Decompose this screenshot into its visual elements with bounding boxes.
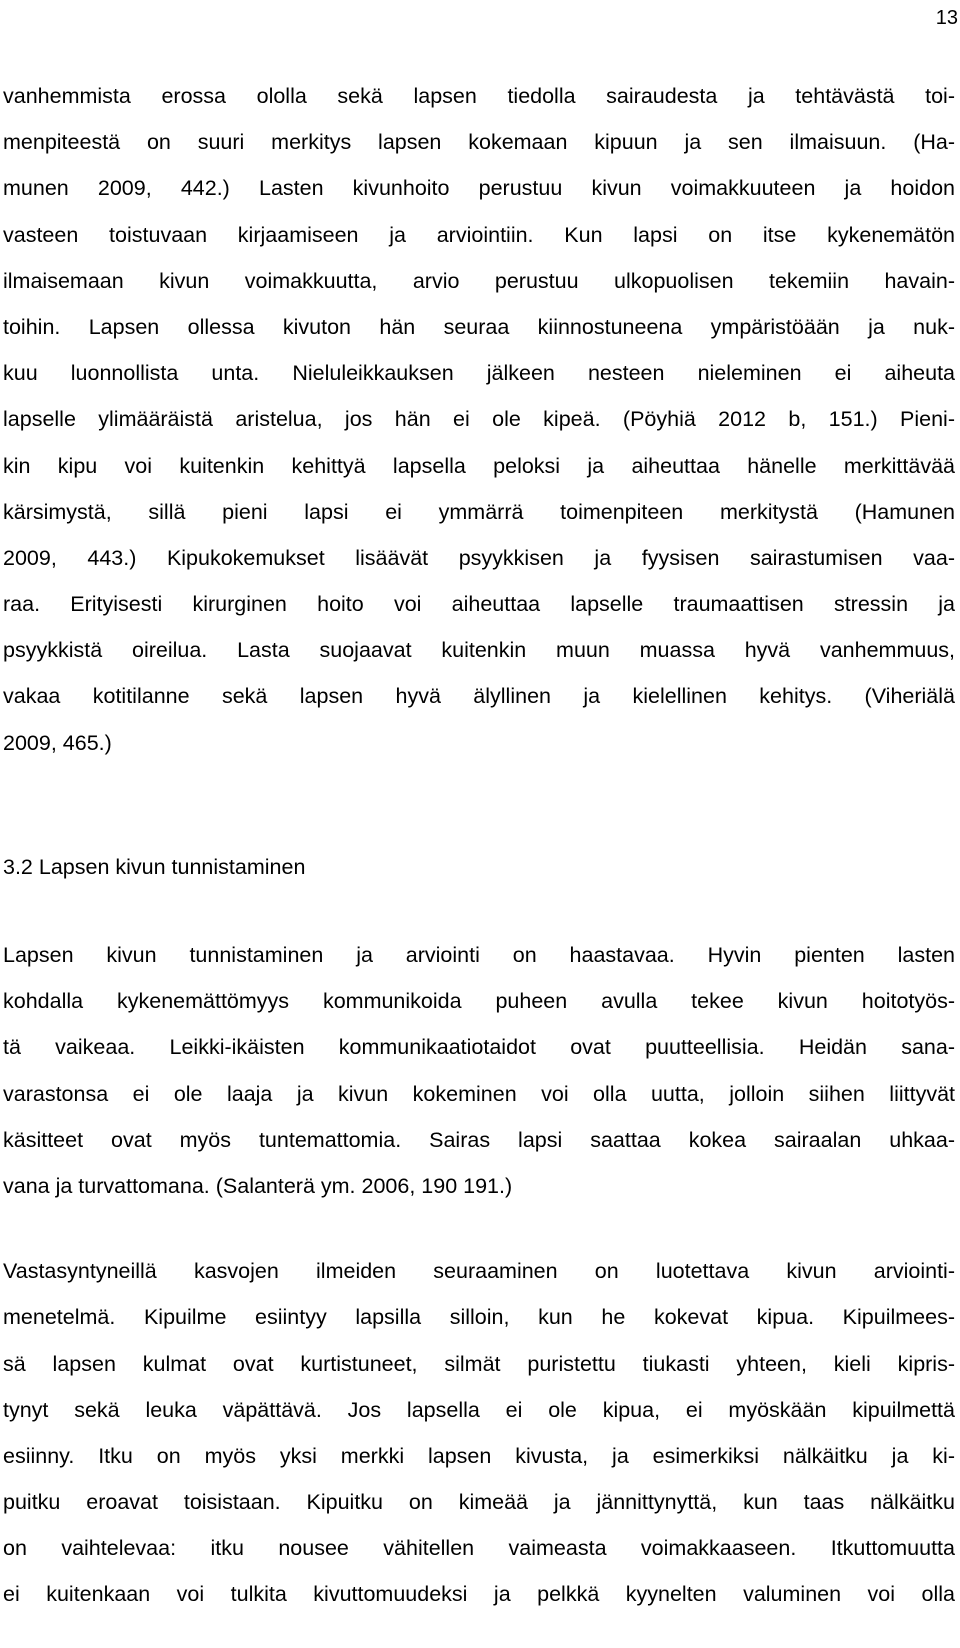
text-line: sä lapsen kulmat ovat kurtistuneet, silmät puristettu tiukasti yhteen, kieli kipris- — [3, 1351, 955, 1376]
text-line: ei kuitenkaan voi tulkita kivuttomuudeksi ja pelkkä kyynelten valuminen voi olla — [3, 1582, 955, 1607]
text-line: 2009, 465.) — [3, 730, 112, 755]
text-line: raa. Erityisesti kirurginen hoito voi aiheuttaa lapselle traumaattisen stressin ja — [3, 592, 955, 617]
paragraph-2 — [3, 932, 955, 1209]
text-line: Vastasyntyneillä kasvojen ilmeiden seuraaminen on luotettava kivun arviointi- — [3, 1259, 955, 1284]
text-line: toihin. Lapsen ollessa kivuton hän seuraa kiinnostuneena ympäristöään ja nuk- — [3, 314, 955, 339]
text-line: Lapsen kivun tunnistaminen ja arviointi on haastavaa. Hyvin pienten lasten — [3, 943, 955, 967]
text-line: menetelmä. Kipuilme esiintyy lapsilla silloin, kun he kokevat kipua. Kipuilmees- — [3, 1305, 955, 1330]
text-line: vana ja turvattomana. (Salanterä ym. 2006, 190 191.) — [3, 1173, 513, 1198]
text-line: psyykkistä oireilua. Lasta suojaavat kuitenkin muun muassa hyvä vanhemmuus, — [3, 638, 955, 663]
text-line: tynyt sekä leuka väpättävä. Jos lapsella ei ole kipua, ei myöskään kipuilmettä — [3, 1397, 955, 1422]
text-line: käsitteet ovat myös tuntemattomia. Sairas lapsi saattaa kokea sairaalan uhkaa- — [3, 1127, 955, 1152]
text-line: kohdalla kykenemättömyys kommunikoida puheen avulla tekee kivun hoitotyös- — [3, 989, 955, 1014]
paragraph-1 — [3, 73, 955, 766]
document-body — [3, 73, 955, 1618]
text-line: on vaihtelevaa: itku nousee vähitellen vaimeasta voimakkaaseen. Itkuttomuutta — [3, 1536, 955, 1561]
text-line: kuu luonnollista unta. Nieluleikkauksen jälkeen nesteen nieleminen ei aiheuta — [3, 361, 955, 386]
text-line: vasteen toistuvaan kirjaamiseen ja arviointiin. Kun lapsi on itse kykenemätön — [3, 222, 955, 247]
text-line: puitku eroavat toisistaan. Kipuitku on kimeää ja jännittynyttä, kun taas nälkäitku — [3, 1490, 955, 1515]
section-heading: 3.2 Lapsen kivun tunnistaminen — [3, 854, 306, 879]
text-line: munen 2009, 442.) Lasten kivunhoito perustuu kivun voimakkuuteen ja hoidon — [3, 176, 955, 201]
text-line: ilmaisemaan kivun voimakkuutta, arvio perustuu ulkopuolisen tekemiin havain- — [3, 268, 955, 293]
text-line: varastonsa ei ole laaja ja kivun kokeminen voi olla uutta, jolloin siihen liittyvät — [3, 1081, 955, 1106]
text-line: vanhemmista erossa ololla sekä lapsen tiedolla sairaudesta ja tehtävästä toi- — [3, 84, 955, 108]
text-line: kärsimystä, sillä pieni lapsi ei ymmärrä toimenpiteen merkitystä (Hamunen — [3, 499, 955, 524]
text-line: vakaa kotitilanne sekä lapsen hyvä älyllinen ja kielellinen kehitys. (Viheriälä — [3, 684, 955, 709]
text-line: menpiteestä on suuri merkitys lapsen kokemaan kipuun ja sen ilmaisuun. (Ha- — [3, 130, 955, 155]
text-line: tä vaikeaa. Leikki-ikäisten kommunikaatiotaidot ovat puutteellisia. Heidän sana- — [3, 1035, 955, 1060]
text-line: 2009, 443.) Kipukokemukset lisäävät psyykkisen ja fyysisen sairastumisen vaa- — [3, 545, 955, 570]
text-line: kin kipu voi kuitenkin kehittyä lapsella peloksi ja aiheuttaa hänelle merkittävää — [3, 453, 955, 478]
paragraph-3 — [3, 1248, 955, 1618]
text-line: esiinny. Itku on myös yksi merkki lapsen kivusta, ja esimerkiksi nälkäitku ja ki- — [3, 1443, 955, 1468]
page-number: 13 — [935, 7, 958, 29]
text-line: lapselle ylimääräistä aristelua, jos hän ei ole kipeä. (Pöyhiä 2012 b, 151.) Pieni- — [3, 407, 955, 432]
